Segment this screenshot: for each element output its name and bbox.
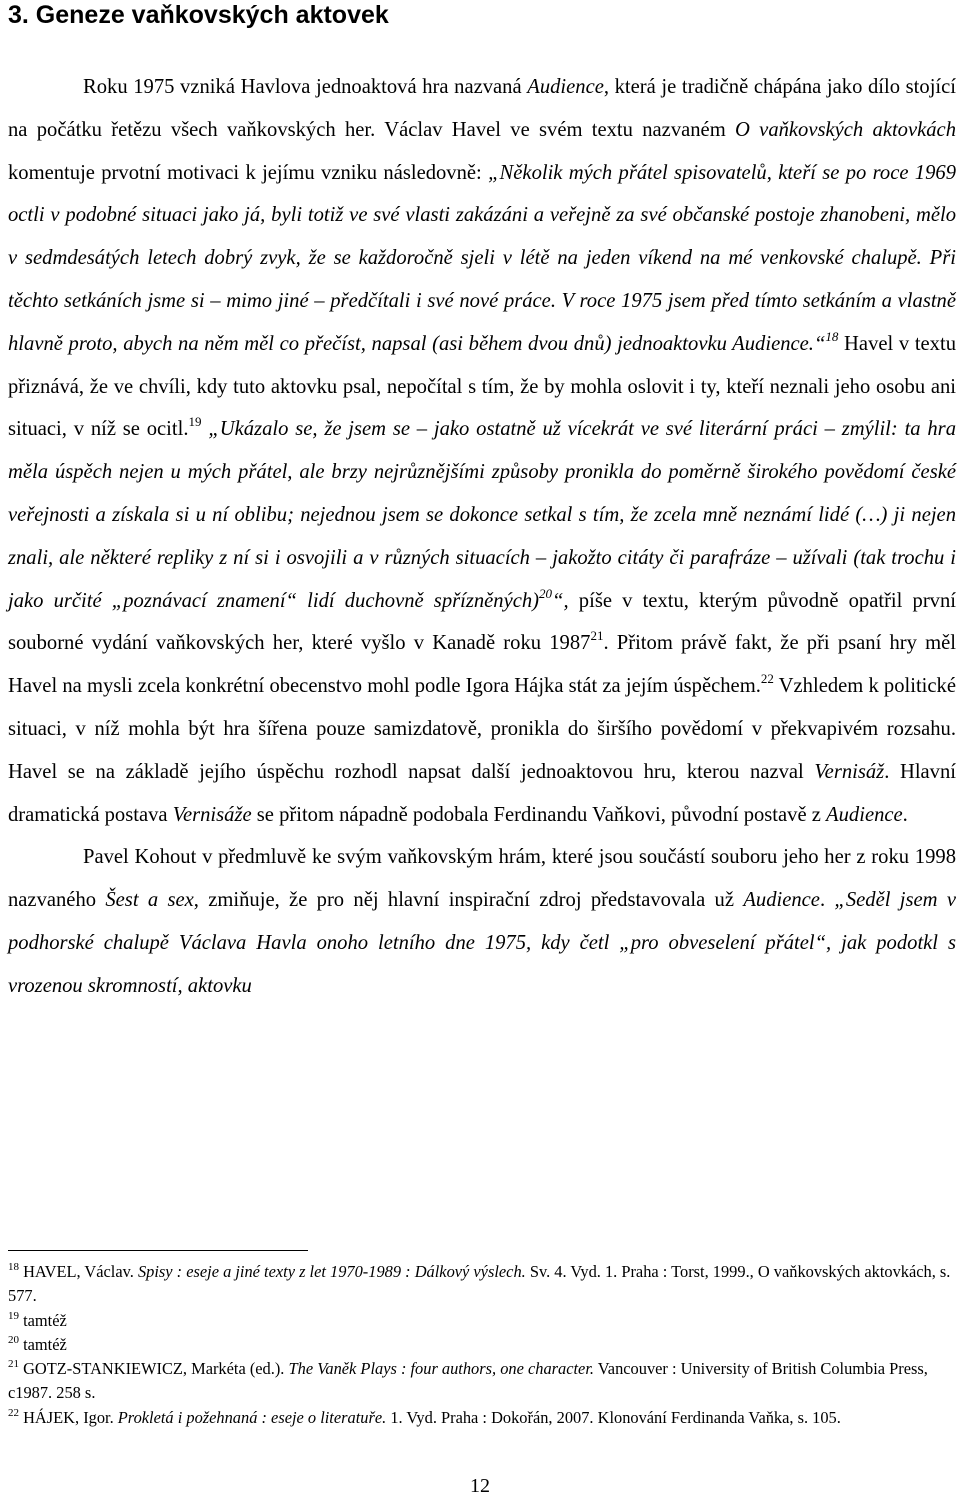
text-run: GOTZ-STANKIEWICZ, Markéta (ed.).: [19, 1359, 289, 1379]
italic-text: „Několik mých přátel spisovatelů, kteří se po roce 1969 octli v podobné situaci jako já, byli totiž ve své vlasti zakázáni a veřejně za své občanské postoje zhanobeni, mělo v sedmdesátých letech dobrý zvyk, že se každoročně sjeli v létě na jeden víkend na mé venkovské chalupě. Při těchto setkáních jsme si – mimo jiné – předčítali i své nové práce. V roce 1975 jsem před tímto setkáním a vlastně hlavně proto, abych na něm měl co přečíst, napsal (asi během dvou dnů) jednoaktovku Audience.“: [8, 161, 956, 355]
text-run: píše v textu, kterým původně opatřil první souborné vydání vaňkovských her, které vyšlo v Kanadě roku 1987: [8, 589, 956, 655]
paragraph: [8, 836, 956, 1007]
footnote-ref: 19: [188, 414, 202, 430]
text-run: Vancouver : University of British Columbia Press, c1987. 258 s.: [8, 1359, 928, 1403]
text-run: komentuje prvotní motivaci k jejímu vzniku následovně:: [8, 161, 489, 184]
footnote-separator: [8, 1250, 308, 1251]
italic-text: The Vaněk Plays : four authors, one character.: [288, 1359, 594, 1379]
footnote: [8, 1406, 956, 1430]
footnote-ref: 18: [8, 1261, 19, 1273]
text-run: .: [902, 803, 908, 826]
italic-text: Audience: [743, 889, 820, 912]
page-number: 12: [470, 1475, 490, 1497]
text-run: . Přitom právě fakt, že při psaní hry měl Havel na mysli zcela konkrétní obecenstvo mohl podle Igora Hájka stát za jejím úspěchem.: [8, 632, 957, 698]
italic-text: Vernisáž: [814, 760, 885, 783]
italic-text: Audience: [826, 803, 903, 826]
italic-text: “,: [552, 589, 569, 612]
text-run: HAVEL, Václav.: [19, 1262, 138, 1281]
footnote-ref: 22: [760, 671, 774, 687]
text-run: HÁJEK, Igor.: [19, 1407, 118, 1427]
footnote: [8, 1357, 956, 1406]
footnote: [8, 1260, 956, 1309]
footnote-ref: 18: [825, 328, 839, 344]
footnote-ref: 19: [8, 1309, 19, 1322]
text-run: se přitom nápadně podobala Ferdinandu Vaňkovi, původní postavě z: [251, 803, 827, 826]
section-heading: 3. Geneze vaňkovských aktovek: [8, 1, 389, 29]
italic-text: O vaňkovských aktovkách: [735, 118, 956, 141]
text-run: Roku 1975 vzniká Havlova jednoaktová hra nazvaná: [83, 76, 528, 98]
footnotes: [8, 1260, 956, 1430]
text-run: Sv. 4. Vyd. 1. Praha : Torst, 1999., O vaňkovských aktovkách, s. 577.: [8, 1262, 951, 1306]
footnote: [8, 1309, 956, 1333]
text-run: , která je tradičně chápána jako dílo stojící na počátku řetězu všech vaňkovských her. Václav Havel ve svém textu nazvaném: [8, 76, 956, 141]
body-text: [8, 66, 956, 1008]
footnote-ref: 20: [539, 585, 553, 601]
italic-text: Vernisáže: [172, 803, 252, 826]
text-run: tamtéž: [19, 1334, 67, 1354]
italic-text: Audience: [527, 76, 604, 98]
italic-text: „Ukázalo se, že jsem se – jako ostatně už vícekrát ve své literární práci – zmýlil: ta hra měla úspěch nejen u mých přátel, ale brzy nejrůznějšími způsoby pronikla do poměrně širokého povědomí české veřejnosti a získala si u ní oblibu; nejednou jsem se dokonce setkal s tím, že zcela mně neznámí lidé (…) ji nejen znali, ale některé repliky z ní si i osvojili a v různých situacích – jakožto citáty či parafráze – užívali (tak trochu i jako určité „poznávací znamení“ lidí duchovně spřízněných): [8, 418, 956, 612]
text-run: .: [819, 889, 835, 912]
italic-text: Spisy : eseje a jiné texty z let 1970-1989 : Dálkový výslech.: [137, 1262, 526, 1281]
text-run: Havel v textu přiznává, že ve chvíli, kdy tuto aktovku psal, nepočítal s tím, že by mohla oslovit i ty, kteří neznali jeho osobu ani situaci, v níž se ocitl.: [8, 332, 956, 441]
text-run: 1. Vyd. Praha : Dokořán, 2007. Klonování Ferdinanda Vaňka, s. 105.: [386, 1407, 841, 1427]
footnote-ref: 22: [8, 1406, 19, 1419]
paragraph: [8, 66, 956, 836]
text-run: Pavel Kohout v předmluvě ke svým vaňkovským hrám, které jsou součástí souboru jeho her z roku 1998 nazvaného: [8, 846, 956, 912]
footnote-ref: 21: [8, 1358, 19, 1371]
text-run: Vzhledem k politické situaci, v níž mohla být hra šířena pouze samizdatově, pronikla do širšího povědomí v překvapivém rozsahu. Havel se na základě jejího úspěchu rozhodl napsat další jednoaktovou hru, kterou nazval: [8, 675, 956, 783]
italic-text: Prokletá i požehnaná : eseje o literatuře.: [117, 1407, 387, 1427]
footnote: [8, 1333, 956, 1357]
text-run: . Hlavní dramatická postava: [8, 760, 956, 826]
footnote-ref: 21: [590, 628, 604, 644]
text-run: , zmiňuje, že pro něj hlavní inspirační zdroj představovala už: [193, 889, 744, 912]
text-run: tamtéž: [19, 1310, 67, 1330]
italic-text: Šest a sex: [105, 889, 194, 912]
italic-text: „Seděl jsem v podhorské chalupě Václava Havla onoho letního dne 1975, kdy četl „pro obveselení přátel“, jak podotkl s vrozenou skromností, aktovku: [8, 889, 956, 997]
footnote-ref: 20: [8, 1333, 19, 1346]
